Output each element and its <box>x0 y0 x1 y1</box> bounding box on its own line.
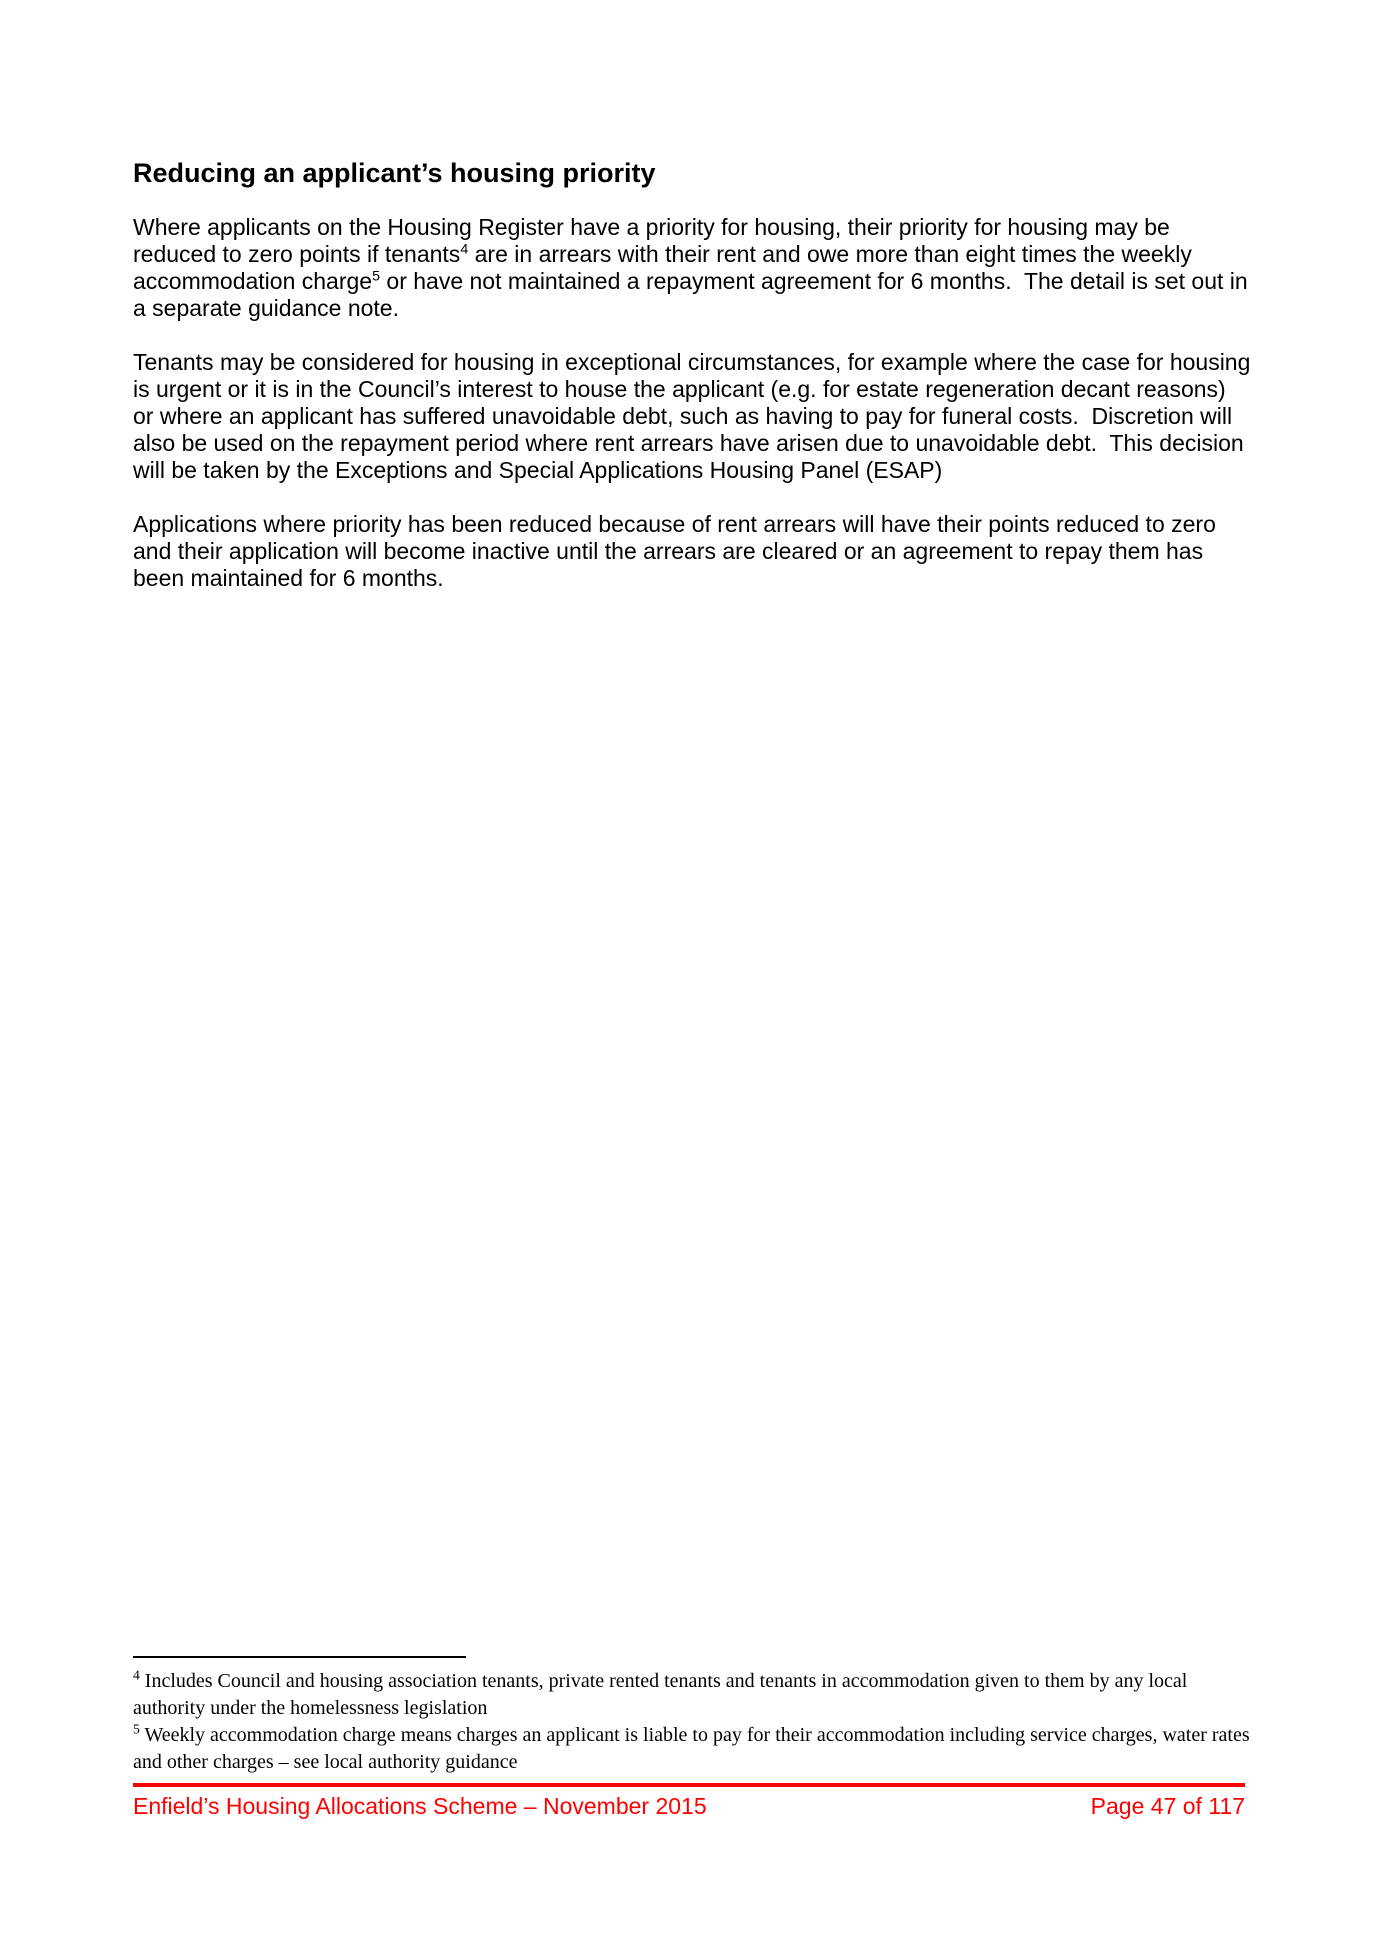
footnote-separator-line <box>133 1656 466 1658</box>
footnote-marker-4: 4 <box>133 1667 140 1683</box>
footer-document-title: Enfield’s Housing Allocations Scheme – November 2015 <box>133 1793 707 1819</box>
footnotes-section <box>133 1668 1251 1776</box>
footnote-text: Includes Council and housing association tenants, private rented tenants and tenants in accommodation given to them by any local authority under the homelessness legislation <box>133 1670 1188 1719</box>
paragraph-text: Tenants may be considered for housing in exceptional circumstances, for example where the case for housing is urgent or it is in the Council’s interest to house the applicant (e.g. for estate regeneration decant reasons) or where an applicant has suffered unavoidable debt, such as having to pay for funeral costs. Discretion will also be used on the repayment period where rent arrears have arisen due to unavoidable debt. This decision will be taken by the Exceptions and Special Applications Housing Panel (ESAP) <box>133 349 1257 483</box>
paragraph-priority-reduction <box>133 214 1255 322</box>
paragraph-text: are in arrears with their rent and owe more than eight times the weekly accommodation charge <box>133 241 1199 294</box>
page-title: Reducing an applicant’s housing priority <box>133 158 656 188</box>
footnote-text: Weekly accommodation charge means charges an applicant is liable to pay for their accommodation including service charges, water rates and other charges – see local authority guidance <box>133 1724 1250 1773</box>
paragraph-text: Applications where priority has been reduced because of rent arrears will have their points reduced to zero and their application will become inactive until the arrears are cleared or an agreement to repay them has been maintained for 6 months. <box>133 511 1223 591</box>
page-footer <box>133 1793 1245 1820</box>
paragraph-inactive-applications <box>133 511 1251 592</box>
footnote-ref-5: 5 <box>372 268 381 285</box>
footer-page-number: Page 47 of 117 <box>1090 1793 1245 1819</box>
footnote-4 <box>133 1668 1251 1722</box>
paragraph-exceptional-circumstances <box>133 349 1257 484</box>
footnote-ref-4: 4 <box>460 241 469 258</box>
paragraph-text: or have not maintained a repayment agreement for 6 months. The detail is set out in a separate guidance note. <box>133 268 1255 321</box>
footnote-marker-5: 5 <box>133 1721 140 1737</box>
footer-rule <box>133 1783 1245 1787</box>
footnote-5 <box>133 1722 1251 1776</box>
document-body <box>133 214 1257 619</box>
paragraph-text: Where applicants on the Housing Register have a priority for housing, their priority for housing may be reduced to zero points if tenants <box>133 214 1177 267</box>
